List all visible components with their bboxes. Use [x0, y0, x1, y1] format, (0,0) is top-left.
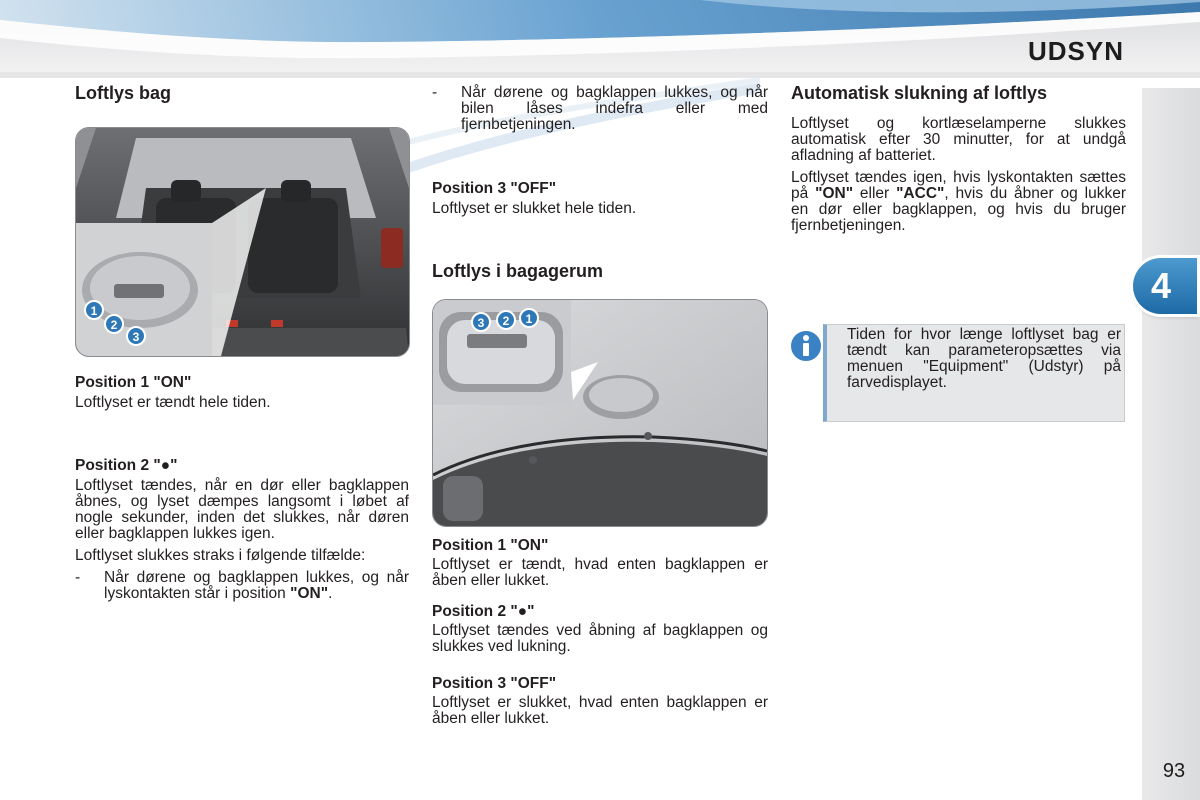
trunk-position-3-title: Position 3 "OFF" [432, 675, 557, 692]
callout-label: 3 [132, 330, 140, 344]
bullet-dash: - [75, 569, 81, 586]
page-number: 93 [1162, 760, 1186, 782]
position-2-text: Loftlyset tændes, når en dør eller bagklappen åbnes, og lyset dæmpes langsomt i løbet af nogle sekunder, inden det slukkes, når døren eller bagklappen lukkes igen. [75, 477, 409, 542]
column-1 [75, 82, 409, 602]
callout-label: 2 [502, 314, 510, 328]
section-heading-rear-light: Loftlys bag [75, 83, 172, 103]
side-strip [1142, 88, 1200, 800]
column-2 [432, 82, 768, 727]
header-banner [0, 0, 1200, 78]
column-3 [791, 82, 1126, 234]
section-heading-trunk-light: Loftlys i bagagerum [432, 261, 604, 281]
callout-label: 1 [90, 304, 98, 318]
trunk-position-3-text: Loftlyset er slukket, hvad enten bagklappen er åben eller lukket. [432, 694, 768, 727]
chapter-tab[interactable]: 4 [1133, 258, 1197, 314]
trunk-position-2-title: Position 2 "●" [432, 603, 535, 620]
bullet-text: Når dørene og bagklappen lukkes, og når lyskontakten står i position "ON". [104, 569, 409, 602]
trunk-position-2-text: Loftlyset tændes ved åbning af bagklappen og slukkes ved lukning. [432, 622, 768, 655]
page-title: UDSYN [1027, 36, 1124, 66]
rear-cabin-figure [75, 127, 410, 357]
trunk-position-1-title: Position 1 "ON" [432, 537, 549, 554]
rear-cabin-illustration [76, 128, 409, 356]
auto-off-paragraph-1: Loftlyset og kortlæselamperne slukkes automatisk efter 30 minutter, for at undgå afladning af batteriet. [791, 115, 1126, 164]
trunk-light-figure [432, 299, 768, 527]
list-item [432, 85, 768, 133]
bullet-dash: - [432, 84, 438, 101]
info-text: Tiden for hvor længe loftlyset bag er tændt kan parameteropsættes via menuen "Equipment" (Udstyr) på farvedisplayet. [847, 326, 1121, 391]
position-1-text: Loftlyset er tændt hele tiden. [75, 394, 271, 411]
info-box [823, 324, 1125, 422]
callout-label: 2 [110, 318, 118, 332]
auto-off-paragraph-2: Loftlyset tændes igen, hvis lyskontakten sættes på "ON" eller "ACC", hvis du åbner og lukker en dør eller bagklappen, og hvis du bruger fjernbetjeningen. [791, 169, 1126, 234]
callout-label: 1 [525, 312, 533, 326]
position-3-text: Loftlyset er slukket hele tiden. [432, 200, 637, 217]
bullet-text: Når dørene og bagklappen lukkes, og når bilen låses indefra eller med fjernbetjeningen. [461, 84, 768, 133]
list-item [75, 570, 409, 602]
position-1-title: Position 1 "ON" [75, 374, 192, 391]
info-icon [788, 328, 824, 364]
trunk-position-1-text: Loftlyset er tændt, hvad enten bagklappen er åben eller lukket. [432, 556, 768, 589]
position-2-text-2: Loftlyset slukkes straks i følgende tilfælde: [75, 547, 366, 564]
trunk-light-illustration [433, 300, 767, 526]
position-3-title: Position 3 "OFF" [432, 180, 557, 197]
position-2-title: Position 2 "●" [75, 457, 178, 474]
callout-label: 3 [477, 316, 485, 330]
section-heading-auto-off: Automatisk slukning af loftlys [791, 83, 1048, 103]
